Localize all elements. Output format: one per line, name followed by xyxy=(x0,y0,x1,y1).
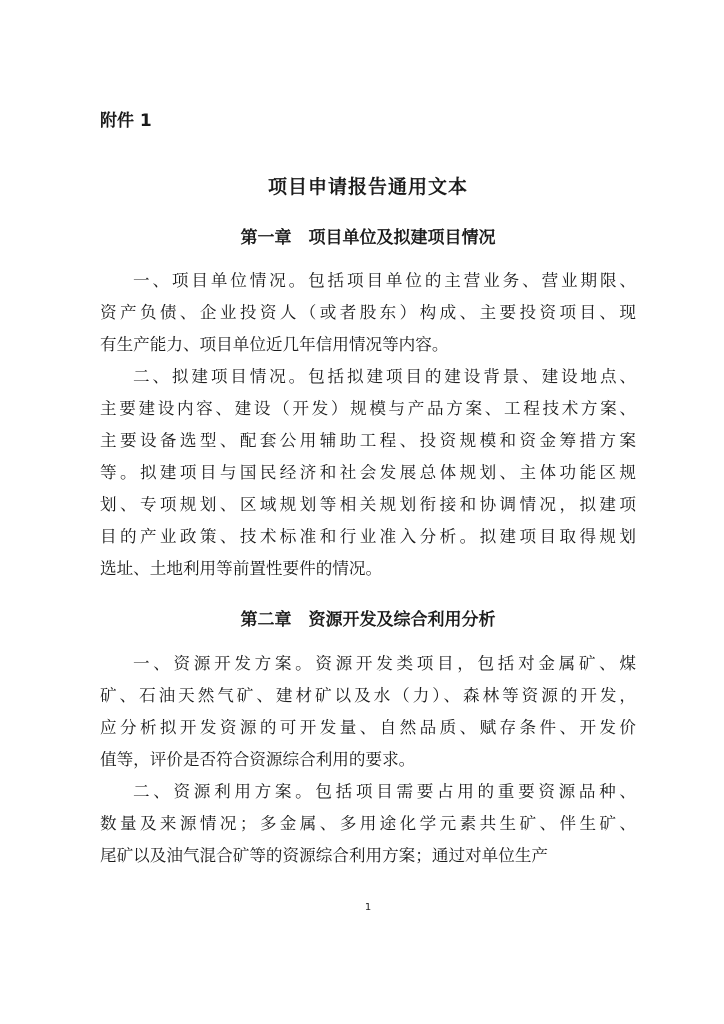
paragraph-line: 主要建设内容、建设（开发）规模与产品方案、工程技术方案、 xyxy=(100,399,639,418)
attachment-label: 附件 1 xyxy=(100,111,152,131)
paragraph-line: 选址、土地利用等前置性要件的情况。 xyxy=(100,559,383,578)
paragraph-line: 矿、石油天然气矿、建材矿以及水（力）、森林等资源的开发， xyxy=(100,686,639,705)
paragraph-line: 一、项目单位情况。包括项目单位的主营业务、营业期限、 xyxy=(133,271,639,290)
paragraph-line: 主要设备选型、配套公用辅助工程、投资规模和资金筹措方案 xyxy=(100,431,640,450)
paragraph-line: 值等，评价是否符合资源综合利用的要求。 xyxy=(100,750,416,769)
chapter-heading: 第一章 项目单位及拟建项目情况 xyxy=(240,228,496,248)
page-number: 1 xyxy=(364,902,372,913)
paragraph-line: 数量及来源情况；多金属、多用途化学元素共生矿、伴生矿、 xyxy=(100,814,640,833)
paragraph-line: 二、资源利用方案。包括项目需要占用的重要资源品种、 xyxy=(133,782,640,801)
paragraph-line: 有生产能力、项目单位近几年信用情况等内容。 xyxy=(100,335,449,354)
paragraph xyxy=(100,265,640,361)
paragraph-line: 一、资源开发方案。资源开发类项目，包括对金属矿、煤 xyxy=(133,654,640,673)
paragraph-line: 尾矿以及油气混合矿等的资源综合利用方案；通过对单位生产 xyxy=(100,846,549,865)
paragraph-line: 等。拟建项目与国民经济和社会发展总体规划、主体功能区规 xyxy=(100,463,640,482)
paragraph-line: 划、专项规划、区域规划等相关规划衔接和协调情况，拟建项 xyxy=(100,495,640,514)
paragraph xyxy=(100,648,640,776)
paragraph-line: 应分析拟开发资源的可开发量、自然品质、赋存条件、开发价 xyxy=(100,718,640,737)
paragraph-line: 目的产业政策、技术标准和行业准入分析。拟建项目取得规划 xyxy=(100,527,640,546)
paragraph xyxy=(100,361,640,585)
document-title: 项目申请报告通用文本 xyxy=(267,176,468,198)
paragraph-line: 资产负债、企业投资人（或者股东）构成、主要投资项目、现 xyxy=(100,303,640,322)
chapter-heading: 第二章 资源开发及综合利用分析 xyxy=(240,610,496,630)
paragraph xyxy=(100,776,640,872)
paragraph-line: 二、拟建项目情况。包括拟建项目的建设背景、建设地点、 xyxy=(133,367,639,386)
